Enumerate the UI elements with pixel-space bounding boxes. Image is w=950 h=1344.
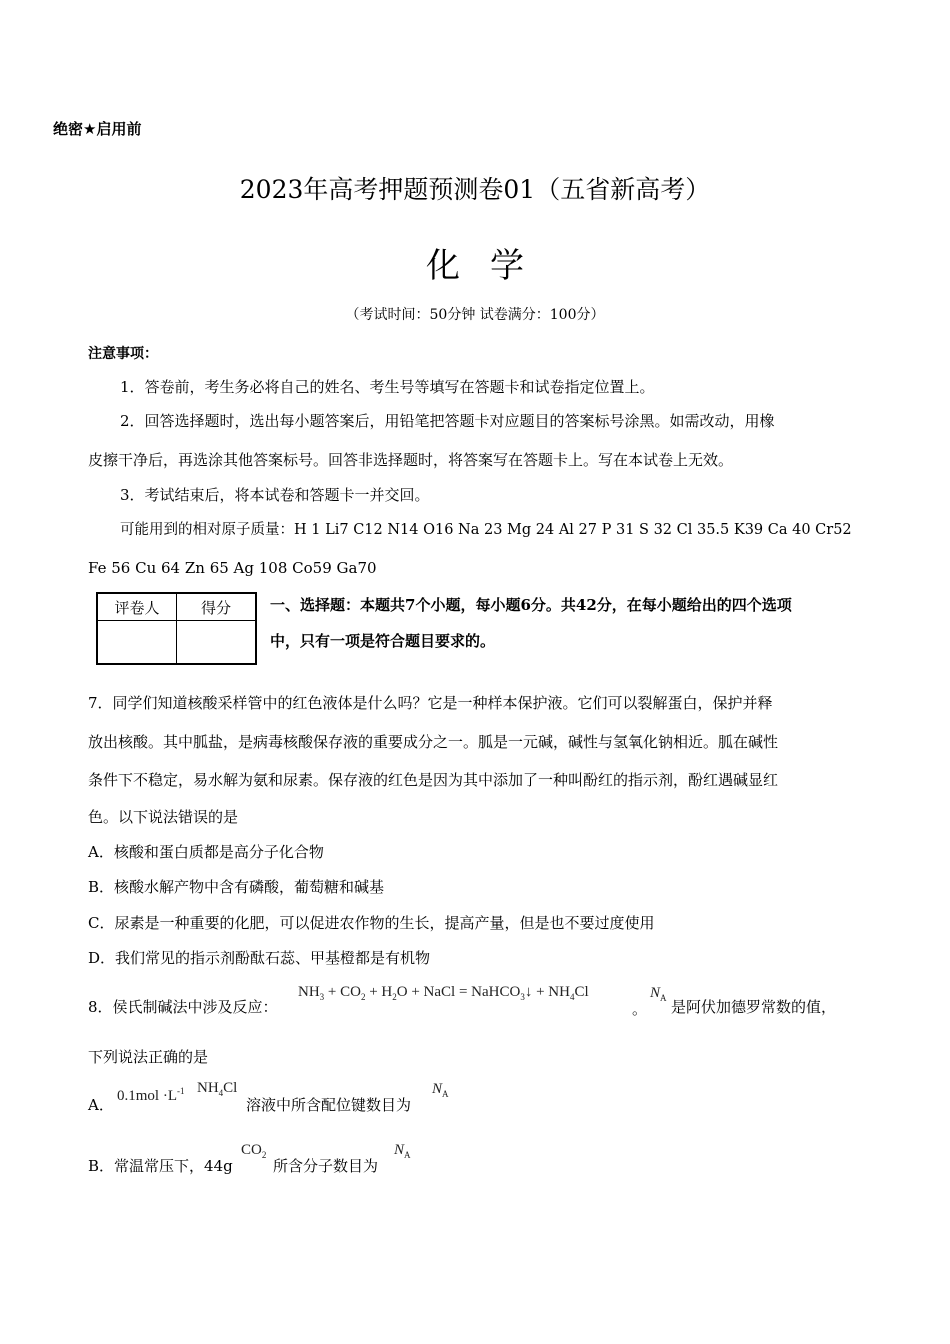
q8-option-b-text: 所含分子数目为	[273, 1157, 379, 1175]
notice-item-2-line-1: 2．回答选择题时，选出每小题答案后，用铅笔把答题卡对应题目的答案标号涂黑。如需改动，用橡	[120, 412, 775, 430]
q8-reaction-equation: $NH_3 + CO_2 + H_2O$ + NaCl = NaHCO$_3$↓ + $NH_4Cl$	[298, 984, 589, 1002]
score-table-grader-header: 评卷人	[97, 593, 177, 621]
atomic-masses-line-1: 可能用到的相对原子质量：H 1 Li7 C12 N14 O16 Na 23 Mg 24 Al 27 P 31 S 32 Cl 35.5 K39 Ca 40 Cr52	[120, 522, 852, 538]
q7-option-c: C．尿素是一种重要的化肥，可以促进农作物的生长，提高产量，但是也不要过度使用	[88, 914, 655, 932]
score-table-score-header: 得分	[177, 593, 257, 621]
q8-option-a-text: 溶液中所含配位键数目为	[246, 1096, 412, 1114]
q7-line-2: 放出核酸。其中胍盐，是病毒核酸保存液的重要成分之一。胍是一元碱，碱性与氢氧化钠相近。胍在碱性	[88, 733, 779, 751]
q7-line-3: 条件下不稳定，易水解为氨和尿素。保存液的红色是因为其中添加了一种叫酚红的指示剂，酚红遇碱显红	[88, 771, 779, 789]
notice-item-1: 1．答卷前，考生务必将自己的姓名、考生号等填写在答题卡和试卷指定位置上。	[120, 378, 655, 396]
q8-option-a-concentration: $0.1mol \cdot L^{-1}$	[117, 1086, 185, 1104]
q8-option-b-avogadro: $N_A$	[394, 1142, 411, 1160]
section-1-instructions	[270, 587, 792, 659]
q7-option-d: D．我们常见的指示剂酚酞石蕊、甲基橙都是有机物	[88, 949, 431, 967]
page-title: 2023年高考押题预测卷01（五省新高考）	[239, 175, 711, 204]
q7-option-b: B．核酸水解产物中含有磷酸，葡萄糖和碱基	[88, 878, 385, 896]
q8-option-b-label: B．常温常压下，44g	[88, 1157, 233, 1175]
section-1-line-2: 中，只有一项是符合题目要求的。	[270, 632, 496, 650]
subject-title: 化学	[426, 246, 554, 286]
confidential-mark: 绝密★启用前	[53, 120, 142, 138]
q7-line-4: 色。以下说法错误的是	[88, 808, 239, 826]
notice-item-2-line-2: 皮擦干净后，再选涂其他答案标号。回答非选择题时，将答案写在答题卡上。写在本试卷上无效。	[88, 451, 734, 469]
q8-suffix: 是阿伏加德罗常数的值，	[671, 998, 837, 1016]
q8-period: 。	[632, 1000, 648, 1018]
grader-cell[interactable]	[97, 621, 177, 665]
q8-option-a-formula: $NH_4Cl$	[197, 1080, 238, 1098]
q8-option-a-label: A．	[88, 1096, 114, 1114]
q7-option-a: A．核酸和蛋白质都是高分子化合物	[88, 843, 324, 861]
score-table	[96, 592, 257, 665]
q8-option-a-avogadro: $N_A$	[432, 1081, 449, 1099]
q8-line-2: 下列说法正确的是	[88, 1048, 209, 1066]
exam-time-info: （考试时间：50分钟 试卷满分：100分）	[345, 307, 605, 323]
avogadro-symbol: $N_A$	[650, 985, 667, 1003]
q7-line-1: 7．同学们知道核酸采样管中的红色液体是什么吗？它是一种样本保护液。它们可以裂解蛋白，保护并释	[88, 694, 773, 712]
section-1-line-1: 一、选择题：本题共7个小题，每小题6分。共42分，在每小题给出的四个选项	[270, 596, 792, 614]
notice-heading: 注意事项：	[88, 346, 158, 362]
score-cell[interactable]	[177, 621, 257, 665]
notice-item-3: 3．考试结束后，将本试卷和答题卡一并交回。	[120, 486, 430, 504]
atomic-masses-line-2: Fe 56 Cu 64 Zn 65 Ag 108 Co59 Ga70	[88, 559, 377, 577]
q8-option-b-formula: $CO_2$	[241, 1142, 267, 1160]
q8-prefix: 8．侯氏制碱法中涉及反应：	[88, 998, 278, 1016]
